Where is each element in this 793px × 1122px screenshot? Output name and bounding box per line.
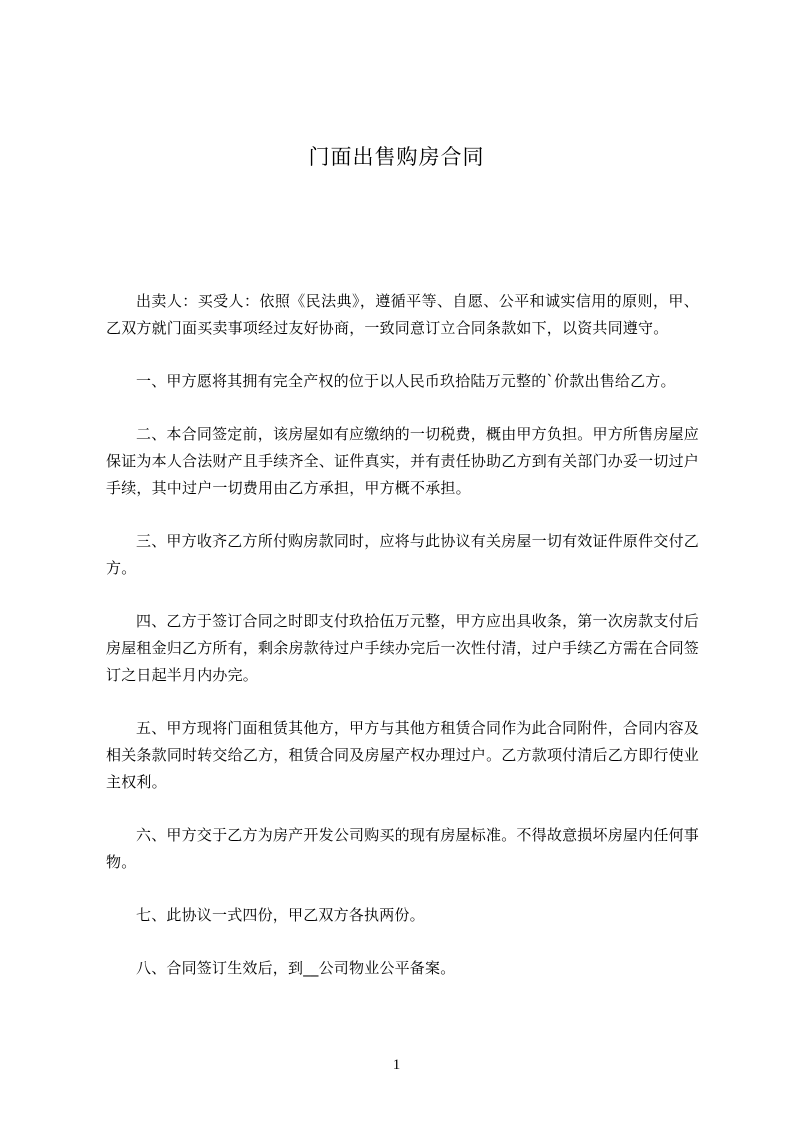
paragraph-clause-2: 二、本合同签定前，该房屋如有应缴纳的一切税费，概由甲方负担。甲方所售房屋应保证为本人合法财产且手续齐全、证件真实，并有责任协助乙方到有关部门办妥一切过户手续，其中过户一切费用由乙方承担，甲方概不承担。: [106, 425, 699, 497]
paragraph-preamble: 出卖人：买受人：依照《民法典》，遵循平等、自愿、公平和诚实信用的原则，甲、乙双方就门面买卖事项经过友好协商，一致同意订立合同条款如下，以资共同遵守。: [106, 292, 699, 337]
paragraph-clause-5: 五、甲方现将门面租赁其他方，甲方与其他方租赁合同作为此合同附件，合同内容及相关条款同时转交给乙方，租赁合同及房屋产权办理过户。乙方款项付清后乙方即行使业主权利。: [106, 719, 699, 791]
paragraph-clause-8: 八、合同签订生效后，到__公司物业公平备案。: [136, 959, 456, 977]
paragraph-clause-1: 一、甲方愿将其拥有完全产权的位于以人民币玖拾陆万元整的`价款出售给乙方。: [136, 372, 676, 390]
page-number: 1: [392, 1057, 401, 1073]
document-title: 门面出售购房合同: [308, 145, 485, 169]
contract-body: [106, 288, 699, 1008]
paragraph-clause-7: 七、此协议一式四份，甲乙双方各执两份。: [136, 906, 425, 924]
paragraph-clause-4: 四、乙方于签订合同之时即支付玖拾伍万元整，甲方应出具收条，第一次房款支付后房屋租金归乙方所有，剩余房款待过户手续办完后一次性付清，过户手续乙方需在合同签订之日起半月内办完。: [106, 612, 699, 684]
paragraph-clause-6: 六、甲方交于乙方为房产开发公司购买的现有房屋标准。不得故意损坏房屋内任何事物。: [106, 826, 699, 871]
paragraph-clause-3: 三、甲方收齐乙方所付购房款同时，应将与此协议有关房屋一切有效证件原件交付乙方。: [106, 532, 699, 577]
